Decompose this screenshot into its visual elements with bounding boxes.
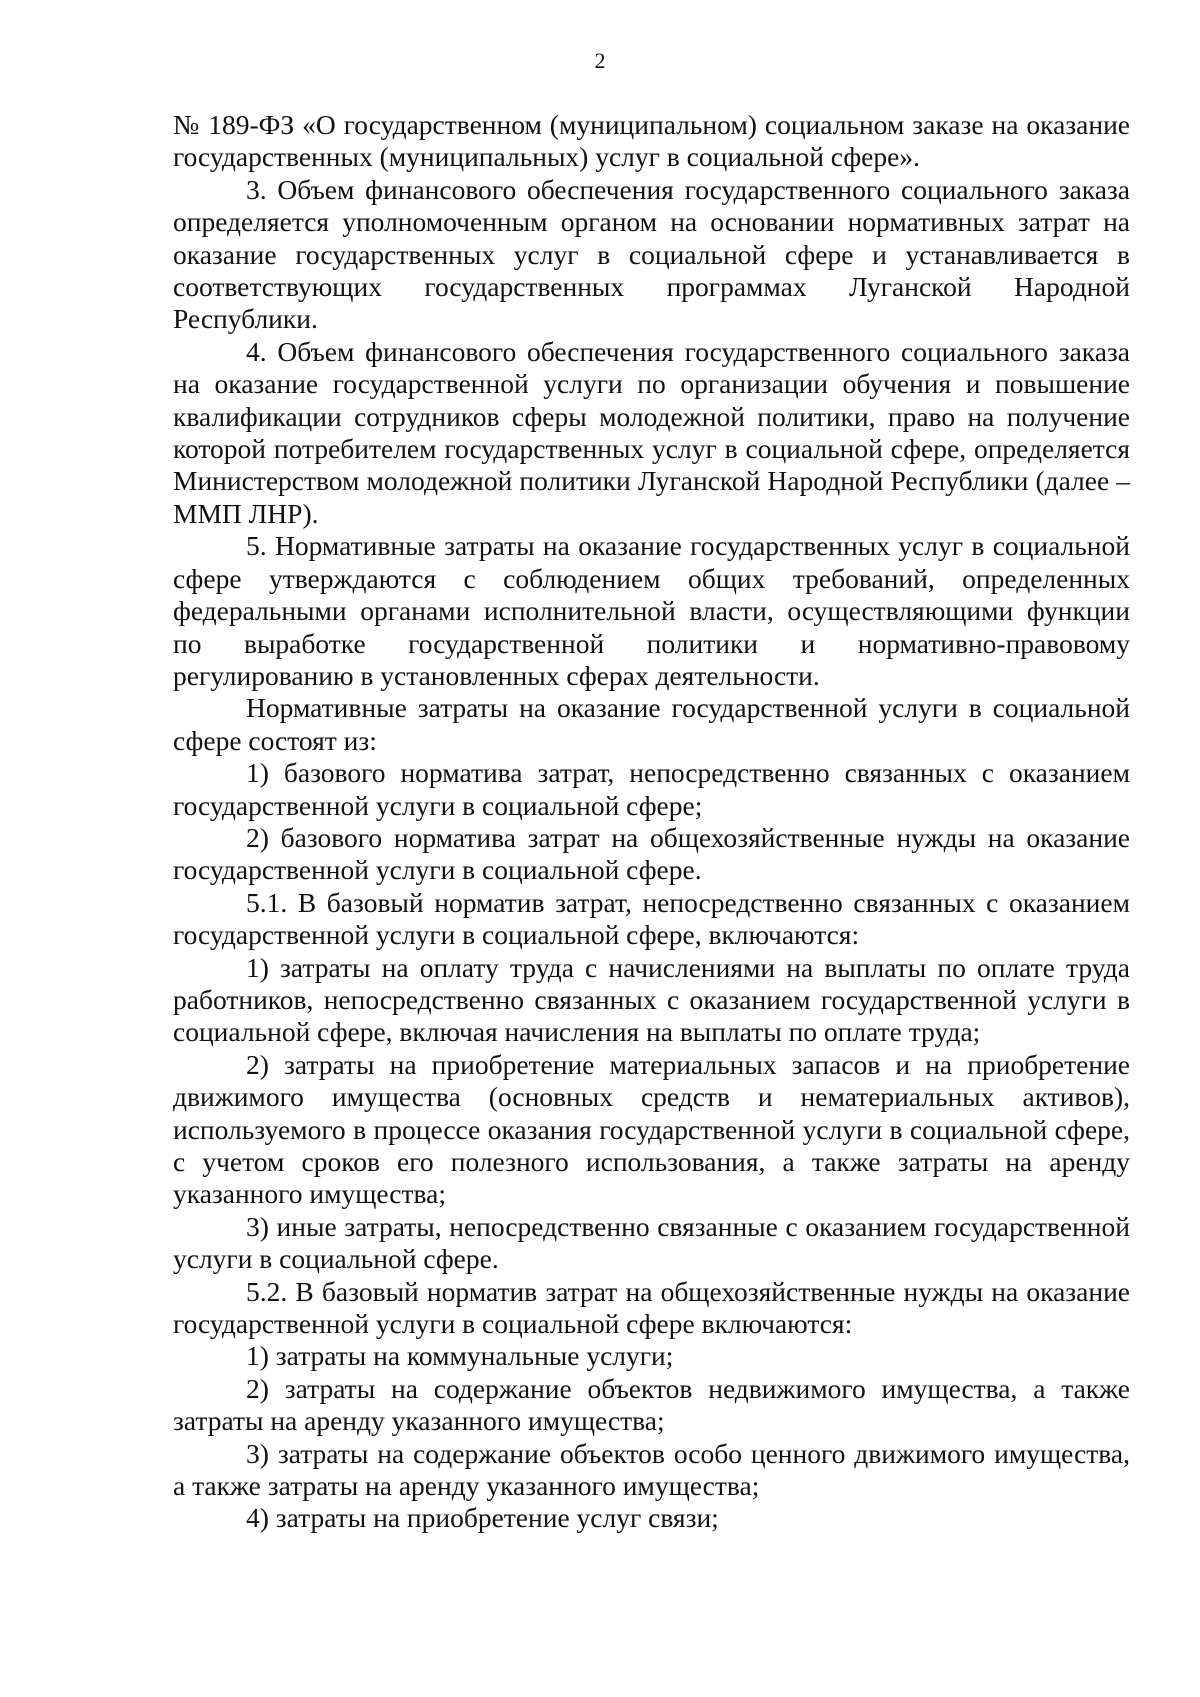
list-item-labor-costs: 1) затраты на оплату труда с начислениями на выплаты по оплате труда работников, непосредственно связанных с оказанием государственной услуги в социальной сфере, включая начисления на выплаты по оплате труда; <box>173 951 1130 1048</box>
list-item-movable-property: 3) затраты на содержание объектов особо ценного движимого имущества, а также затраты на аренду указанного имущества; <box>173 1437 1130 1502</box>
paragraph-item-4: 4. Объем финансового обеспечения государственного социального заказа на оказание государственной услуги по организации обучения и повышение квалификации сотрудников сферы молодежной политики, право на получение которой потребителем государственных услуг в социальной сфере, определяется Министерством молодежной политики Луганской Народной Республики (далее – ММП ЛНР). <box>173 335 1130 529</box>
paragraph-item-5-2: 5.2. В базовый норматив затрат на общехозяйственные нужды на оказание государственной услуги в социальной сфере включаются: <box>173 1275 1130 1340</box>
list-item-communication: 4) затраты на приобретение услуг связи; <box>246 1502 719 1534</box>
paragraph-normative-costs-intro: Нормативные затраты на оказание государственной услуги в социальной сфере состоят из: <box>173 692 1130 756</box>
page-number: 2 <box>594 48 606 73</box>
paragraph-item-5-1: 5.1. В базовый норматив затрат, непосредственно связанных с оказанием государственной услуги в социальной сфере, включаются: <box>173 886 1130 951</box>
list-item-other-costs: 3) иные затраты, непосредственно связанные с оказанием государственной услуги в социальной сфере. <box>173 1210 1130 1275</box>
list-item-real-estate: 2) затраты на содержание объектов недвижимого имущества, а также затраты на аренду указанного имущества; <box>173 1372 1130 1437</box>
paragraph-item-5: 5. Нормативные затраты на оказание государственных услуг в социальной сфере утверждаются с соблюдением общих требований, определенных федеральными органами исполнительной власти, осуществляющими функции по выработке государственной политики и нормативно-правовому регулированию в установленных сферах деятельности. <box>173 530 1130 691</box>
paragraph-item-3: 3. Объем финансового обеспечения государственного социального заказа определяется уполномоченным органом на основании нормативных затрат на оказание государственных услуг в социальной сфере и устанавливается в соответствующих государственных программах Луганской Народной Республики. <box>173 173 1130 335</box>
document-body <box>173 109 1130 1535</box>
list-item-materials-costs: 2) затраты на приобретение материальных запасов и на приобретение движимого имущества (основных средств и нематериальных активов), используемого в процессе оказания государственной услуги в социальной сфере, с учетом сроков его полезного использования, а также затраты на аренду указанного имущества; <box>173 1048 1130 1210</box>
list-item-general-norm: 2) базового норматива затрат на общехозяйственные нужды на оказание государственной услуги в социальной сфере. <box>173 821 1130 886</box>
paragraph-law-reference: № 189-ФЗ «О государственном (муниципальном) социальном заказе на оказание государственных (муниципальных) услуг в социальной сфере». <box>173 109 1130 173</box>
list-item-utilities: 1) затраты на коммунальные услуги; <box>246 1340 674 1372</box>
list-item-basic-norm: 1) базового норматива затрат, непосредственно связанных с оказанием государственной услуги в социальной сфере; <box>173 757 1130 821</box>
